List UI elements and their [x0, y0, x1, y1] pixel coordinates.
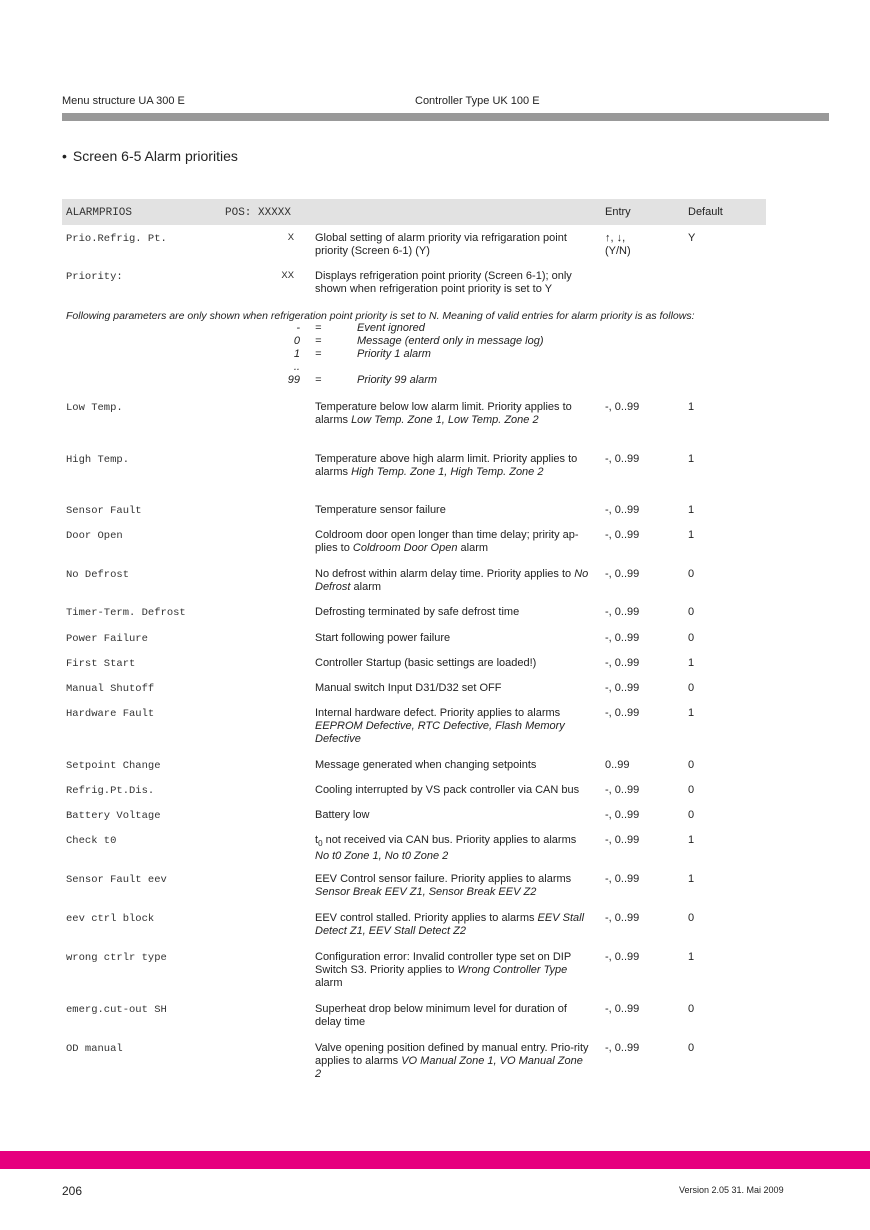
param-description: Coldroom door open longer than time delay; pririty ap-plies to Coldroom Door Open alarm: [315, 529, 579, 554]
page-number: 206: [62, 1184, 83, 1198]
screen-title: [62, 148, 238, 164]
param-default: 0: [688, 606, 695, 618]
bullet-icon: •: [62, 148, 67, 164]
param-entry: -, 0..99: [605, 401, 640, 413]
param-entry: -, 0..99: [605, 657, 640, 669]
param-description: Temperature above high alarm limit. Priority applies to alarms High Temp. Zone 1, High Temp. Zone 2: [315, 453, 578, 478]
param-description: Manual switch Input D31/D32 set OFF: [315, 682, 502, 694]
table-header-default: Default: [688, 206, 723, 218]
param-entry: -, 0..99: [605, 568, 640, 580]
param-description: Cooling interrupted by VS pack controller via CAN bus: [315, 784, 580, 796]
param-description: Defrosting terminated by safe defrost time: [315, 606, 520, 618]
param-name: Prio.Refrig. Pt.: [66, 233, 167, 245]
param-description: Battery low: [315, 809, 370, 821]
priority-code: 1: [293, 348, 300, 360]
param-description: EEV control stalled. Priority applies to alarms EEV Stall Detect Z1, EEV Stall Detect Z2: [315, 912, 585, 937]
header-left-title: Menu structure UA 300 E: [62, 95, 185, 107]
param-default: 1: [688, 529, 695, 541]
priority-equals: =: [315, 335, 322, 347]
header-divider-bar: [62, 113, 829, 121]
param-default: 0: [688, 1042, 695, 1054]
param-entry: -, 0..99: [605, 912, 640, 924]
param-entry: -, 0..99: [605, 632, 640, 644]
param-name: OD manual: [66, 1043, 123, 1055]
param-name: eev ctrl block: [66, 913, 155, 925]
param-name: emerg.cut-out SH: [66, 1004, 167, 1016]
param-name: wrong ctrlr type: [66, 952, 167, 964]
priority-code: -: [296, 322, 300, 334]
param-description: Global setting of alarm priority via refrigaration point priority (Screen 6-1) (Y): [315, 232, 567, 257]
param-default: 1: [688, 707, 695, 719]
param-description: EEV Control sensor failure. Priority applies to alarms Sensor Break EEV Z1, Sensor Break EEV Z2: [315, 873, 572, 898]
footer-bar: [0, 1151, 870, 1169]
param-pos: X: [287, 232, 294, 244]
param-default: 0: [688, 912, 695, 924]
param-entry: -, 0..99: [605, 529, 640, 541]
param-default: Y: [688, 232, 696, 244]
param-entry: -, 0..99: [605, 784, 640, 796]
param-entry: -, 0..99: [605, 682, 640, 694]
param-name: Battery Voltage: [66, 810, 161, 822]
param-name: Low Temp.: [66, 402, 123, 414]
param-default: 0: [688, 1003, 695, 1015]
param-name: Sensor Fault: [66, 505, 142, 517]
param-description: Internal hardware defect. Priority applies to alarms EEPROM Defective, RTC Defective, Flash Memory Defective: [315, 707, 565, 745]
param-description: Controller Startup (basic settings are loaded!): [315, 657, 537, 669]
param-name: Sensor Fault eev: [66, 874, 167, 886]
priority-equals: =: [315, 322, 322, 334]
param-default: 0: [688, 809, 695, 821]
param-description: Displays refrigeration point priority (Screen 6-1); only shown when refrigeration point priority is set to Y: [315, 270, 572, 295]
priority-meaning: Message (enterd only in message log): [357, 335, 544, 347]
param-default: 1: [688, 657, 695, 669]
param-default: 1: [688, 873, 695, 885]
param-name: No Defrost: [66, 569, 130, 581]
param-description: Message generated when changing setpoints: [315, 759, 537, 771]
param-name: Refrig.Pt.Dis.: [66, 785, 155, 797]
version-date: Version 2.05 31. Mai 2009: [679, 1185, 784, 1195]
table-header-param: ALARMPRIOS: [66, 207, 133, 219]
param-default: 0: [688, 632, 695, 644]
priority-note: Following parameters are only shown when refrigeration point priority is set to N. Meaning of valid entries for alarm priority is as follows:: [66, 310, 695, 322]
priority-meaning: Priority 1 alarm: [357, 348, 431, 360]
param-description: $t_0$ not received via CAN bus. Priority applies to alarms No t0 Zone 1, No t0 Zone 2: [315, 834, 577, 863]
param-description: Temperature below low alarm limit. Priority applies to alarms Low Temp. Zone 1, Low Temp. Zone 2: [315, 401, 572, 426]
param-entry: 0..99: [605, 759, 630, 771]
param-entry: -, 0..99: [605, 809, 640, 821]
param-entry: -, 0..99: [605, 834, 640, 846]
priority-code: 0: [293, 335, 300, 347]
param-description: Start following power failure: [315, 632, 451, 644]
param-entry: -, 0..99: [605, 504, 640, 516]
param-name: Power Failure: [66, 633, 148, 645]
param-default: 1: [688, 453, 695, 465]
param-entry: -, 0..99: [605, 873, 640, 885]
param-description: No defrost within alarm delay time. Priority applies to No Defrost alarm: [315, 568, 589, 593]
param-name: First Start: [66, 658, 136, 670]
screen-title-text: Screen 6-5 Alarm priorities: [72, 148, 238, 164]
param-default: 1: [688, 951, 695, 963]
param-entry: -, 0..99: [605, 453, 640, 465]
param-default: 1: [688, 834, 695, 846]
priority-equals: =: [315, 348, 322, 360]
priority-code: ..: [293, 361, 300, 373]
param-default: 1: [688, 401, 695, 413]
table-header: [62, 199, 766, 225]
param-entry: -, 0..99: [605, 951, 640, 963]
param-name: High Temp.: [66, 454, 130, 466]
param-default: 0: [688, 784, 695, 796]
param-name: Setpoint Change: [66, 760, 161, 772]
priority-meaning: Priority 99 alarm: [357, 374, 438, 386]
param-name: Priority:: [66, 271, 123, 283]
param-entry: -, 0..99: [605, 1042, 640, 1054]
param-entry: -, 0..99: [605, 707, 640, 719]
param-name: Door Open: [66, 530, 123, 542]
param-default: 0: [688, 682, 695, 694]
param-name: Hardware Fault: [66, 708, 155, 720]
table-header-pos: POS: XXXXX: [225, 207, 292, 219]
param-description: Valve opening position defined by manual entry. Prio-rity applies to alarms VO Manual Zone 1, VO Manual Zone 2: [315, 1042, 589, 1080]
param-description: Temperature sensor failure: [315, 504, 446, 516]
param-description: Superheat drop below minimum level for duration of delay time: [315, 1003, 567, 1028]
param-name: Manual Shutoff: [66, 683, 155, 695]
param-pos: XX: [281, 270, 294, 282]
param-default: 0: [688, 759, 695, 771]
header-center-title: Controller Type UK 100 E: [415, 95, 540, 107]
priority-equals: =: [315, 374, 322, 386]
priority-meaning: Event ignored: [357, 322, 425, 334]
param-description: Configuration error: Invalid controller type set on DIP Switch S3. Priority applies to Wrong Controller Type alarm: [315, 951, 571, 989]
table-header-entry: Entry: [605, 206, 631, 218]
param-entry: ↑, ↓, (Y/N): [605, 232, 631, 257]
param-name: Check t0: [66, 835, 117, 847]
param-default: 1: [688, 504, 695, 516]
priority-code: 99: [287, 374, 300, 386]
param-default: 0: [688, 568, 695, 580]
param-entry: -, 0..99: [605, 606, 640, 618]
param-name: Timer-Term. Defrost: [66, 607, 186, 619]
param-entry: -, 0..99: [605, 1003, 640, 1015]
